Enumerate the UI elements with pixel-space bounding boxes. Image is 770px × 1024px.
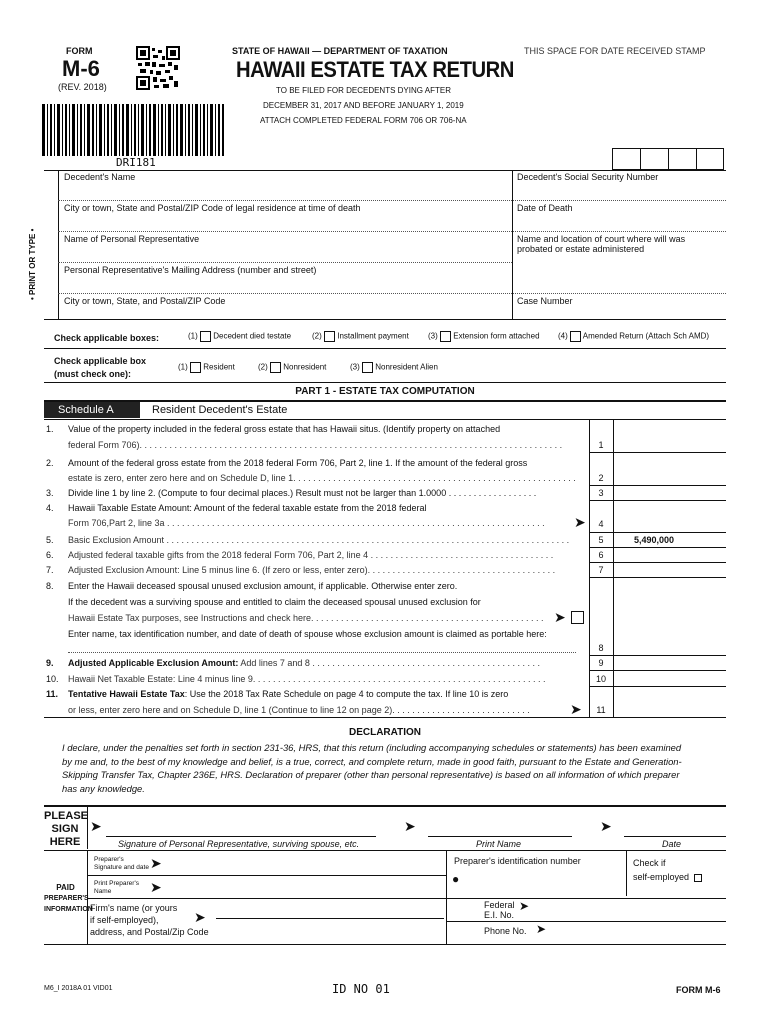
federal-label: Federal: [484, 900, 515, 910]
signature-field[interactable]: Signature of Personal Representative, surviving spouse, etc.: [118, 839, 360, 849]
here-label: HERE: [49, 836, 81, 848]
check-boxes-label: Check applicable boxes:: [54, 333, 160, 343]
line-number: 1.: [46, 424, 54, 434]
line-number: 2.: [46, 458, 54, 468]
box-number-8: 8: [598, 643, 604, 653]
barcode-text: DRI181: [116, 156, 156, 169]
firm-label-3: address, and Postal/Zip Code: [90, 927, 209, 937]
arrow-icon: ➤: [536, 922, 547, 936]
preparer-print-label-2: Name: [94, 888, 112, 895]
line-2-text-cont: estate is zero, enter zero here and on Schedule D, line 1. . . . . . . . . . . . . . . . . . . . . . . . . . . . . . . . . . . . . . . . . . . . . . . . . . . . . . . . .: [68, 473, 576, 483]
box-number-1: 1: [598, 440, 604, 450]
phone-field[interactable]: Phone No.: [484, 926, 527, 936]
footer-id: ID NO 01: [332, 982, 390, 996]
line-number: 4.: [46, 503, 54, 513]
barcode: [42, 104, 224, 156]
rep-city-field[interactable]: City or town, State, and Postal/ZIP Code: [64, 296, 226, 306]
please-label: PLEASE: [44, 810, 89, 822]
revision: (REV. 2018): [58, 82, 107, 92]
installment-label: Installment payment: [337, 331, 409, 341]
box-number: (3): [428, 331, 438, 341]
footer-code: M6_I 2018A 01 VID01: [44, 985, 113, 992]
line-9-bold: Adjusted Applicable Exclusion Amount:: [68, 658, 239, 668]
preparer-sig-label-1: Preparer's: [94, 856, 124, 863]
box-number-7: 7: [598, 565, 604, 575]
box-number-5: 5: [598, 535, 604, 545]
box-number-11: 11: [596, 705, 606, 715]
check-row-2: [312, 331, 409, 342]
residency-label-2: (must check one):: [54, 369, 132, 379]
sign-label: SIGN: [51, 823, 79, 835]
line-11-bold: Tentative Hawaii Estate Tax: [68, 689, 185, 699]
form-title: HAWAII ESTATE TAX RETURN: [236, 57, 514, 82]
line-number: 8.: [46, 581, 54, 591]
firm-label-1: Firm's name (or yours: [90, 903, 178, 913]
date-field[interactable]: Date: [662, 839, 682, 849]
line-2-text: Amount of the federal gross estate from the 2018 federal Form 706, Part 2, line 1. If the amount of the federal gross: [68, 458, 528, 468]
check-row-3: [428, 331, 540, 342]
line-number: 9.: [46, 658, 54, 668]
line-7-text: Adjusted Exclusion Amount: Line 5 minus line 6. (If zero or less, enter zero). . . . . . . . . . . . . . . . . . . . . . . . . . . . . . . . . . . . . .: [68, 565, 556, 575]
qr-code: [136, 46, 180, 90]
preparer-sig-label-2: Signature and date: [94, 864, 149, 871]
line-number: 10.: [46, 674, 59, 684]
subtitle-2: DECEMBER 31, 2017 AND BEFORE JANUARY 1, 2019: [263, 101, 464, 110]
nonresident-alien-checkbox[interactable]: [362, 362, 373, 373]
amended-checkbox[interactable]: [570, 331, 581, 342]
arrow-icon: ➤: [570, 701, 582, 717]
line-11-text-cont: or less, enter zero here and on Schedule D, line 1 (Continue to line 12 on page 2). . . . . . . . . . . . . . . . . . . . . . . . . . . .: [68, 705, 530, 715]
line-4-text-cont: Form 706,Part 2, line 3a . . . . . . . . . . . . . . . . . . . . . . . . . . . . . . . . . . . . . . . . . . . . . . . . . . . . . . . . . . . . . . . . . . . . . . . . . . . .: [68, 518, 545, 528]
box-number: (4): [558, 331, 568, 341]
arrow-icon: ➤: [90, 818, 102, 834]
declaration-text: I declare, under the penalties set forth in section 231-36, HRS, that this return (including accompanying schedules or statements) has been examined by me and, to the best of my knowledge and belief, is a true, correct, and complete return, made in good faith, pursuant to the Estate and Generation-Skipping Transfer Tax, Chapter 236E, HRS. Declaration of preparer (other than personal representative) is based on all information of which preparer has any knowledge.: [62, 742, 682, 794]
schedule-a-title: Resident Decedent's Estate: [152, 404, 288, 416]
line-9-text: [68, 658, 586, 668]
installment-checkbox[interactable]: [324, 331, 335, 342]
basic-exclusion-value: 5,490,000: [634, 535, 675, 545]
nonresident-label: Nonresident: [283, 362, 327, 372]
self-employed-label: self-employed: [633, 872, 690, 882]
declaration-title: DECLARATION: [348, 727, 422, 738]
extension-checkbox[interactable]: [440, 331, 451, 342]
self-employed-row: [633, 872, 702, 882]
decedent-name-field[interactable]: Decedent's Name: [64, 172, 136, 182]
residency-option-1: [178, 362, 235, 373]
paid-preparer-label: [44, 882, 93, 915]
line-8-text-2: If the decedent was a surviving spouse and entitled to claim the deceased spousal unused exclusion for: [68, 597, 481, 607]
amended-label: Amended Return (Attach Sch AMD): [582, 331, 710, 341]
subtitle-1: TO BE FILED FOR DECEDENTS DYING AFTER: [276, 86, 451, 95]
preparer-id-field[interactable]: Preparer's identification number: [454, 856, 581, 866]
line-number: 11.: [46, 689, 59, 699]
line-8-text-3: Hawaii Estate Tax purposes, see Instructions and check here. . . . . . . . . . . . . . . . . . . . . . . . . . . . . . . . . . . . . . . . . . . . . . .: [68, 613, 544, 623]
ein-label: E.I. No.: [484, 910, 515, 920]
line-4-text: Hawaii Taxable Estate Amount: Amount of the federal taxable estate from the 2018 federal: [68, 503, 427, 513]
arrow-icon: ➤: [150, 879, 162, 895]
residency-option-2: [258, 362, 326, 373]
firm-label-2: if self-employed),: [90, 915, 159, 925]
print-name-field[interactable]: Print Name: [476, 839, 522, 849]
line-8-text-4: Enter name, tax identification number, and date of death of spouse whose exclusion amount is claimed as portable here:: [68, 629, 547, 639]
part1-title: PART 1 - ESTATE TAX COMPUTATION: [295, 386, 475, 397]
check-row-1: [188, 331, 291, 342]
line-9-rest: Add lines 7 and 8 . . . . . . . . . . . . . . . . . . . . . . . . . . . . . . . . . . . . . . . . . . . . . .: [238, 658, 540, 668]
extension-label: Extension form attached: [453, 331, 540, 341]
resident-checkbox[interactable]: [190, 362, 201, 373]
box-number: (1): [178, 362, 188, 372]
resident-label: Resident: [203, 362, 235, 372]
form-number: M-6: [62, 56, 100, 81]
line-1-text-cont: federal Form 706). . . . . . . . . . . . . . . . . . . . . . . . . . . . . . . . . . . . . . . . . . . . . . . . . . . . . . . . . . . . . . . . . . . . . . . . . . . . . . . . . . . . .: [68, 440, 563, 450]
box-number-6: 6: [598, 550, 604, 560]
preparers-label: PREPARER'S: [44, 895, 89, 902]
box-number-10: 10: [595, 674, 606, 684]
agency: STATE OF HAWAII — DEPARTMENT OF TAXATION: [232, 46, 448, 56]
line-10-text: Hawaii Net Taxable Estate: Line 4 minus line 9. . . . . . . . . . . . . . . . . . . . . . . . . . . . . . . . . . . . . . . . . . . . . . . . . . . . . . . . . . .: [68, 674, 546, 684]
bullet-icon: ●: [452, 872, 460, 886]
arrow-icon: ➤: [574, 514, 586, 530]
line-1-text: Value of the property included in the federal gross estate that has Hawaii situs. (Identify property on attached: [68, 424, 501, 434]
subtitle-3: ATTACH COMPLETED FEDERAL FORM 706 OR 706-NA: [260, 116, 467, 125]
check-if-label: Check if: [633, 858, 666, 868]
box-number-4: 4: [598, 519, 604, 529]
please-sign-here: [44, 810, 89, 849]
line-5-text: Basic Exclusion Amount . . . . . . . . . . . . . . . . . . . . . . . . . . . . . . . . . . . . . . . . . . . . . . . . . . . . . . . . . . . . . . . . . . . . . . . . . . . . . . . . .: [68, 535, 570, 545]
line-number: 7.: [46, 565, 54, 575]
arrow-icon: ➤: [194, 909, 206, 925]
information-label: INFORMATION: [44, 906, 93, 913]
federal-ein-field[interactable]: [484, 900, 515, 920]
box-number-9: 9: [598, 658, 604, 668]
testate-checkbox[interactable]: [200, 331, 211, 342]
dsue-checkbox[interactable]: [571, 611, 584, 624]
residence-field[interactable]: City or town, State and Postal/ZIP Code of legal residence at time of death: [64, 203, 361, 213]
box-number: (1): [188, 331, 198, 341]
nonresident-alien-label: Nonresident Alien: [375, 362, 438, 372]
case-number-field[interactable]: Case Number: [517, 296, 573, 306]
line-3-text: Divide line 1 by line 2. (Compute to four decimal places.) Result must not be larger than 1.0000 . . . . . . . . . . . . . . . . . .: [68, 488, 537, 498]
self-employed-checkbox[interactable]: [694, 874, 702, 882]
line-number: 5.: [46, 535, 54, 545]
box-number-2: 2: [598, 473, 604, 483]
print-or-type-label: • PRINT OR TYPE •: [28, 228, 37, 300]
line-number: 3.: [46, 488, 54, 498]
firm-name-field[interactable]: [90, 902, 209, 938]
rep-name-field[interactable]: Name of Personal Representative: [64, 234, 200, 244]
schedule-a-label: Schedule A: [44, 402, 140, 418]
rep-address-field[interactable]: Personal Representative's Mailing Address (number and street): [64, 265, 317, 275]
arrow-icon: ➤: [519, 899, 530, 913]
paid-label: PAID: [56, 883, 75, 892]
ssn-field[interactable]: Decedent's Social Security Number: [517, 172, 659, 182]
preparer-signature-label: [94, 856, 149, 872]
arrow-icon: ➤: [404, 818, 416, 834]
form-label: FORM: [66, 46, 93, 56]
nonresident-checkbox[interactable]: [270, 362, 281, 373]
testate-label: Decedent died testate: [213, 331, 292, 341]
arrow-icon: ➤: [554, 609, 566, 625]
line-number: 6.: [46, 550, 54, 560]
box-number: (2): [258, 362, 268, 372]
court-field[interactable]: Name and location of court where will was probated or estate administered: [517, 234, 686, 254]
arrow-icon: ➤: [150, 855, 162, 871]
line-8-text: Enter the Hawaii deceased spousal unused exclusion amount, if applicable. Otherwise enter zero.: [68, 581, 458, 591]
check-row-4: [558, 331, 709, 342]
arrow-icon: ➤: [600, 818, 612, 834]
box-number-3: 3: [598, 488, 604, 498]
box-number: (2): [312, 331, 322, 341]
footer-form: FORM M-6: [676, 985, 721, 995]
preparer-print-label-1: Print Preparer's: [94, 880, 139, 887]
date-of-death-field[interactable]: Date of Death: [517, 203, 573, 213]
residency-label-1: Check applicable box: [54, 356, 147, 366]
preparer-print-label: [94, 880, 139, 896]
stamp-space: THIS SPACE FOR DATE RECEIVED STAMP: [524, 46, 706, 56]
line-6-text: Adjusted federal taxable gifts from the 2018 federal Form 706, Part 2, line 4 . . . . . . . . . . . . . . . . . . . . . . . . . . . . . . . . . . . . .: [68, 550, 554, 560]
residency-option-3: [350, 362, 438, 373]
line-11-rest: : Use the 2018 Tax Rate Schedule on page 4 to compute the tax. If line 10 is zero: [184, 689, 509, 699]
line-11-text: [68, 689, 586, 699]
box-number: (3): [350, 362, 360, 372]
